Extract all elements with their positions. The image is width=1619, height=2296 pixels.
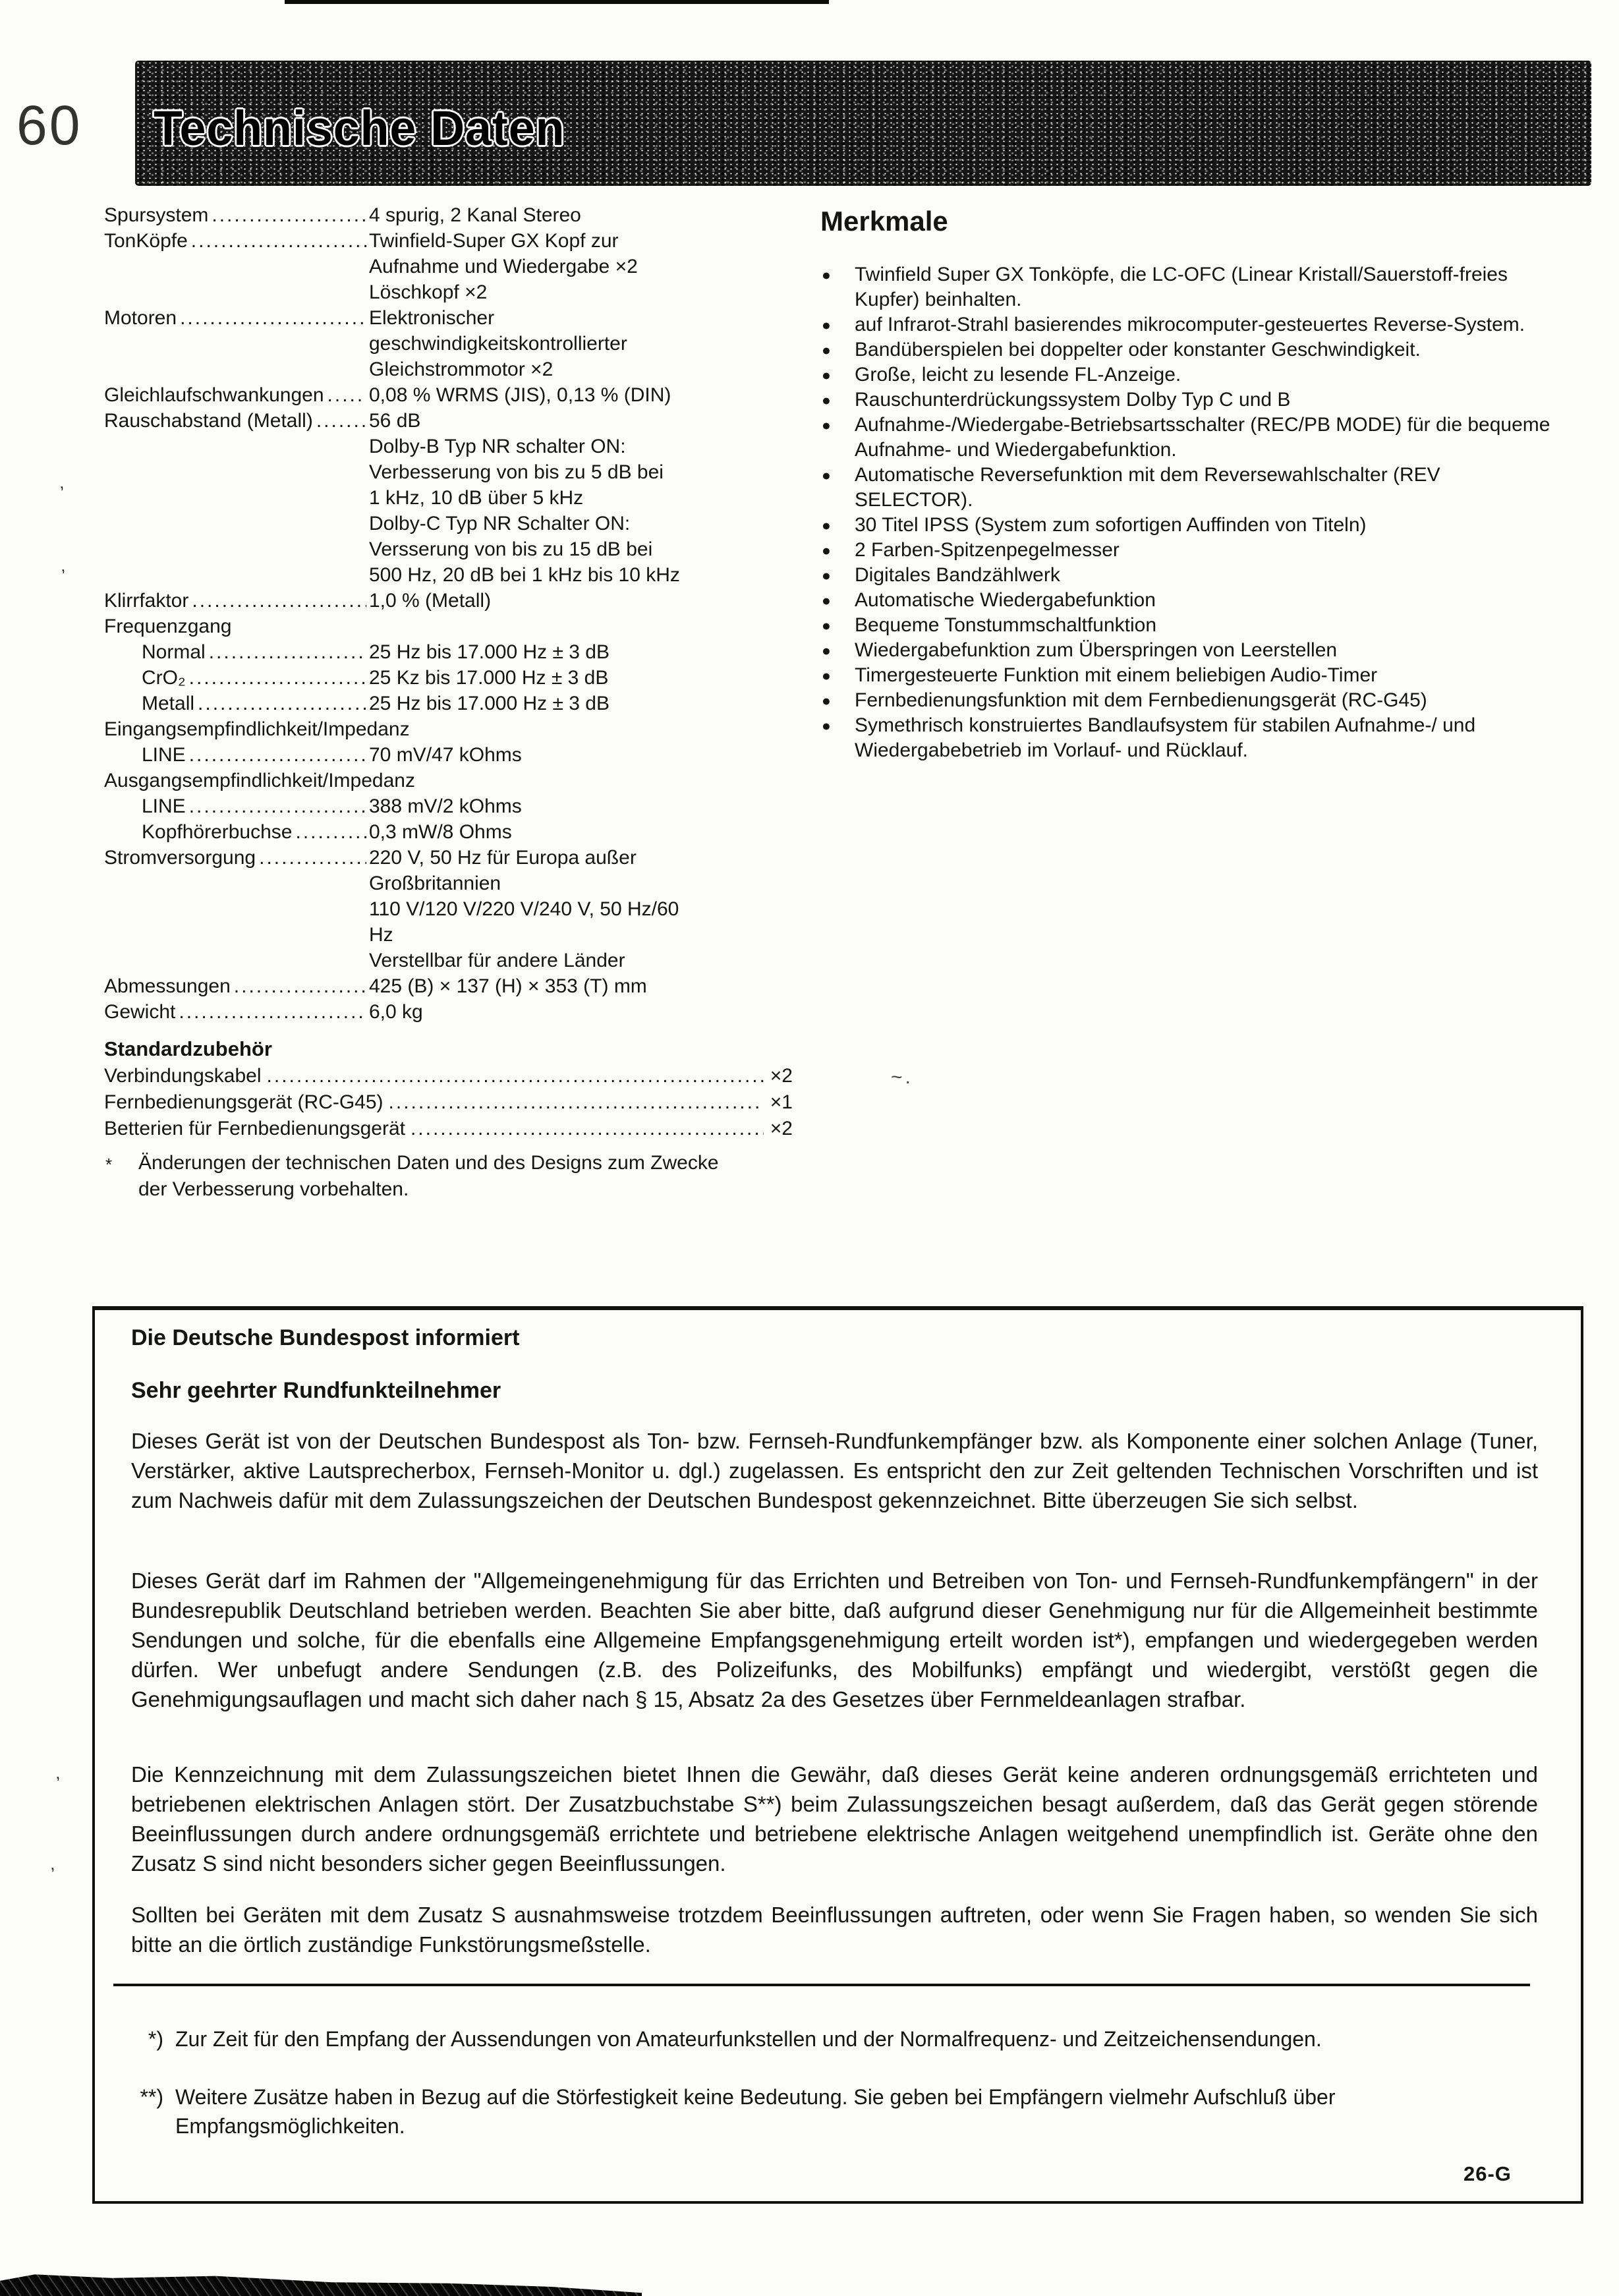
footnote (113, 2024, 1543, 2053)
spec-label-cell (104, 204, 366, 227)
feature-item (820, 713, 1558, 763)
bundespost-paragraph: Dieses Gerät darf im Rahmen der "Allgemeingenehmigung für das Errichten und Betreiben von Ton- und Fernseh-Rundfunkempfängern" in der Bundesrepublik Deutschland betrieben werden. Beachten Sie aber bitte, daß aufgrund dieser Genehmigung nur für die Allgemeinheit bestimmte Sendungen und solche, für die ebenfalls eine Allgemeine Empfangsgenehmigung erteilt worden ist*), empfangen und wiedergegeben werden dürfen. Wer unbefugt andere Sendungen (z.B. des Polizeifunks, des Mobilfunks) empfängt und wiedergibt, verstößt gegen die Genehmigungsauflagen und macht sich daher nach § 15, Absatz 2a des Gesetzes über Fernmeldeanlagen strafbar. (131, 1568, 1538, 1711)
spec-value: 56 dB (369, 410, 421, 432)
spec-row (104, 333, 737, 359)
feature-text: Wiedergabefunktion zum Überspringen von Leerstellen (855, 639, 1338, 661)
bundespost-paragraph: Dieses Gerät ist von der Deutschen Bundespost als Ton- bzw. Fernseh-Rundfunkempfänger bzw. als Komponente einer solchen Anlage (Tuner, Verstärker, aktive Lautsprecherbox, Fernseh-Monitor u. dgl.) zugelassen. Es entspricht den zur Zeit geltenden Technischen Vorschriften und ist zum Nachweis dafür mit dem Zulassungszeichen der Deutschen Bundespost gekennzeichnet. Bitte überzeugen Sie sich selbst. (131, 1429, 1538, 1512)
dot-leader (188, 590, 366, 612)
bullet-icon: ● (822, 467, 831, 484)
asterisk-marker: * (105, 1155, 113, 1174)
spec-row (104, 641, 737, 667)
spec-value: 0,08 % WRMS (JIS), 0,13 % (DIN) (369, 384, 671, 406)
spec-label: Kopfhörerbuchse (142, 821, 293, 843)
spec-row (104, 590, 737, 616)
spec-label: Eingangsempfindlichkeit/Impedanz (104, 718, 410, 740)
dot-leader (194, 693, 366, 714)
page-number: 60 (16, 94, 82, 156)
spec-label-cell (104, 307, 366, 330)
spec-value: 6,0 kg (369, 1001, 423, 1023)
feature-item (820, 337, 1558, 362)
spec-row (104, 950, 737, 975)
page-title: Technische Daten (154, 100, 565, 156)
scan-artifact: ’ (60, 565, 67, 586)
bullet-icon: ● (822, 416, 831, 434)
spec-row (104, 898, 737, 924)
spec-value: 4 spurig, 2 Kanal Stereo (369, 204, 581, 226)
spec-label-cell (104, 590, 366, 612)
dot-leader (188, 230, 366, 252)
spec-value: geschwindigkeitskontrollierter (369, 333, 627, 355)
spec-value: 25 Hz bis 17.000 Hz ± 3 dB (369, 641, 610, 663)
feature-item (820, 513, 1558, 538)
dot-leader (208, 204, 366, 226)
bundespost-title: Die Deutsche Bundespost informiert (131, 1325, 520, 1350)
disclaimer-text: Änderungen der technischen Daten und des Designs zum Zwecke der Verbesserung vorbehalten. (138, 1152, 719, 1200)
bullet-icon: ● (822, 717, 831, 734)
spec-value: Dolby-B Typ NR schalter ON: (369, 436, 626, 457)
dot-leader (411, 1118, 764, 1140)
dot-leader (206, 641, 366, 663)
dot-leader (186, 795, 366, 817)
spec-row (104, 281, 737, 307)
spec-row (104, 538, 737, 564)
feature-item (820, 613, 1558, 638)
accessory-label: Fernbedienungsgerät (RC-G45) (104, 1091, 383, 1113)
footnote-divider (113, 1984, 1530, 1986)
spec-row (104, 487, 737, 513)
feature-text: Bandüberspielen bei doppelter oder konstanter Geschwindigkeit. (855, 339, 1421, 360)
spec-label: LINE (142, 795, 186, 817)
spec-row (104, 795, 737, 821)
dot-leader (267, 1065, 764, 1087)
accessory-label: Verbindungskabel (104, 1065, 262, 1087)
feature-text: Digitales Bandzählwerk (855, 564, 1060, 586)
spec-row (104, 873, 737, 898)
bullet-icon: ● (822, 617, 831, 634)
feature-item (820, 387, 1558, 413)
feature-item (820, 563, 1558, 588)
spec-label: Abmessungen (104, 975, 231, 997)
spec-value: 500 Hz, 20 dB bei 1 kHz bis 10 kHz (369, 564, 680, 586)
accessory-row (104, 1091, 793, 1118)
spec-label: Motoren (104, 307, 177, 329)
features-list (820, 262, 1558, 763)
feature-item (820, 463, 1558, 513)
feature-item (820, 688, 1558, 713)
accessories-list (104, 1065, 793, 1144)
dot-leader (389, 1091, 764, 1114)
spec-label-cell (104, 975, 366, 998)
spec-value: 110 V/120 V/220 V/240 V, 50 Hz/60 (369, 898, 679, 920)
bullet-icon: ● (822, 316, 831, 333)
accessory-quantity: ×1 (770, 1091, 793, 1113)
feature-item (820, 413, 1558, 463)
spec-value: Aufnahme und Wiedergabe ×2 (369, 256, 638, 277)
accessories-section (104, 1037, 793, 1144)
accessory-row (104, 1065, 793, 1091)
spec-label: CrO₂ (142, 667, 186, 689)
feature-text: Automatische Reversefunktion mit dem Reversewahlschalter (REV SELECTOR). (855, 464, 1440, 511)
spec-label-cell (104, 410, 366, 432)
spec-row (104, 770, 737, 795)
spec-value: Elektronischer (369, 307, 495, 329)
spec-row (104, 616, 737, 641)
bundespost-box (92, 1306, 1583, 2204)
spec-row (104, 564, 737, 590)
feature-text: Twinfield Super GX Tonköpfe, die LC-OFC (Linear Kristall/Sauerstoff-freies Kupfer) beinhalten. (855, 264, 1508, 310)
feature-item (820, 262, 1558, 312)
spec-label: Rauschabstand (Metall) (104, 410, 313, 432)
feature-text: 2 Farben-Spitzenpegelmesser (855, 539, 1120, 561)
scan-artifact: ~. (891, 1066, 913, 1088)
spec-label: Spursystem (104, 204, 209, 226)
section-banner (135, 61, 1591, 186)
spec-value: 70 mV/47 kOhms (369, 744, 522, 766)
spec-value: Versserung von bis zu 15 dB bei (369, 538, 653, 560)
scan-artifact: ’ (49, 1863, 57, 1884)
feature-text: 30 Titel IPSS (System zum sofortigen Auffinden von Titeln) (855, 514, 1367, 536)
spec-value: Großbritannien (369, 873, 501, 894)
spec-row (104, 821, 737, 847)
bullet-icon: ● (822, 592, 831, 609)
spec-label: Gewicht (104, 1001, 176, 1023)
scan-artifact: ’ (55, 1772, 62, 1793)
spec-label: Frequenzgang (104, 616, 232, 637)
spec-value: Gleichstrommotor ×2 (369, 359, 554, 380)
spec-row (104, 359, 737, 384)
spec-label-cell (142, 744, 366, 766)
feature-text: Timergesteuerte Funktion mit einem beliebigen Audio-Timer (855, 664, 1378, 686)
scan-artifact-top-line (285, 0, 829, 4)
spec-value: 25 Hz bis 17.000 Hz ± 3 dB (369, 693, 610, 714)
spec-label-cell (142, 667, 366, 689)
bullet-icon: ● (822, 542, 831, 559)
features-title: Merkmale (820, 206, 948, 237)
spec-label-cell (104, 847, 366, 869)
spec-label-cell (142, 693, 366, 715)
spec-label: Normal (142, 641, 206, 663)
feature-item (820, 638, 1558, 663)
spec-label: Stromversorgung (104, 847, 256, 869)
spec-row (104, 256, 737, 281)
spec-row (104, 230, 737, 256)
footnote-marker: *) (148, 2027, 163, 2051)
feature-text: Bequeme Tonstummschaltfunktion (855, 614, 1157, 636)
spec-label-cell (104, 1001, 366, 1023)
document-code: 26-G (1463, 2162, 1512, 2185)
spec-row (104, 693, 737, 718)
spec-label: Klirrfaktor (104, 590, 189, 612)
spec-row (104, 461, 737, 487)
specs-table (104, 204, 737, 1027)
feature-item (820, 312, 1558, 337)
spec-label: Gleichlaufschwankungen (104, 384, 324, 406)
bullet-icon: ● (822, 341, 831, 359)
spec-label: TonKöpfe (104, 230, 188, 252)
accessories-title: Standardzubehör (104, 1037, 272, 1060)
footnote-marker: **) (140, 2085, 163, 2109)
bullet-icon: ● (822, 692, 831, 709)
spec-row (104, 718, 737, 744)
spec-row (104, 744, 737, 770)
spec-label: LINE (142, 744, 186, 766)
feature-item (820, 588, 1558, 613)
spec-label: Metall (142, 693, 195, 714)
dot-leader (231, 975, 366, 997)
spec-label-cell (104, 384, 366, 407)
spec-label-cell (142, 795, 366, 818)
feature-text: Aufnahme-/Wiedergabe-Betriebsartsschalter (REC/PB MODE) für die bequeme Aufnahme- und Wiedergabefunktion. (855, 414, 1550, 461)
accessory-row (104, 1118, 793, 1144)
spec-row (104, 436, 737, 461)
spec-value: 25 Kz bis 17.000 Hz ± 3 dB (369, 667, 609, 689)
feature-text: auf Infrarot-Strahl basierendes mikrocomputer-gesteuertes Reverse-System. (855, 314, 1525, 335)
spec-value: Löschkopf ×2 (369, 281, 488, 303)
spec-row (104, 513, 737, 538)
spec-row (104, 307, 737, 333)
spec-label-cell (104, 616, 231, 638)
spec-value: 1,0 % (Metall) (369, 590, 492, 612)
accessory-label: Betterien für Fernbedienungsgerät (104, 1118, 405, 1139)
accessory-quantity: ×2 (770, 1065, 793, 1087)
feature-text: Symethrisch konstruiertes Bandlaufsystem für stabilen Aufnahme-/ und Wiedergabebetrieb im Vorlauf- und Rücklauf. (855, 714, 1476, 761)
bundespost-paragraph: Sollten bei Geräten mit dem Zusatz S ausnahmsweise trotzdem Beeinflussungen auftreten, oder wenn Sie Fragen haben, so wenden Sie sich bitte an die örtlich zuständige Funkstörungsmeßstelle. (131, 1903, 1538, 1957)
dot-leader (186, 667, 366, 689)
spec-row (104, 1001, 737, 1027)
feature-item (820, 538, 1558, 563)
footnote-text: Weitere Zusätze haben in Bezug auf die Störfestigkeit keine Bedeutung. Sie geben bei Empfängern vielmehr Aufschluß über Empfangsmöglichkeiten. (175, 2085, 1336, 2138)
spec-value: 1 kHz, 10 dB über 5 kHz (369, 487, 584, 509)
bullet-icon: ● (822, 391, 831, 409)
spec-value: Twinfield-Super GX Kopf zur (369, 230, 619, 252)
feature-item (820, 362, 1558, 387)
spec-row (104, 847, 737, 873)
scan-artifact-bottom-strip (0, 2272, 642, 2296)
dot-leader (313, 410, 366, 432)
spec-row (104, 384, 737, 410)
spec-value: Verstellbar für andere Länder (369, 950, 625, 971)
spec-label: Ausgangsempfindlichkeit/Impedanz (104, 770, 415, 791)
footnote (113, 2082, 1543, 2140)
spec-disclaimer (105, 1150, 725, 1203)
bullet-icon: ● (822, 567, 831, 584)
dot-leader (324, 384, 366, 406)
spec-label-cell (104, 230, 366, 252)
bundespost-salutation: Sehr geehrter Rundfunkteilnehmer (131, 1378, 501, 1403)
spec-label-cell (142, 821, 366, 844)
spec-value: Hz (369, 924, 393, 946)
scan-artifact: ’ (59, 482, 66, 503)
spec-value: 388 mV/2 kOhms (369, 795, 522, 817)
bullet-icon: ● (822, 517, 831, 534)
dot-leader (177, 307, 366, 329)
bundespost-paragraph: Die Kennzeichnung mit dem Zulassungszeichen bietet Ihnen die Gewähr, daß dieses Gerät keine anderen ordnungsgemäß errichteten und betriebenen elektrischen Anlagen stört. Der Zusatzbuchstabe S**) beim Zulassungszeichen besagt außerdem, daß das Gerät gegen störende Beeinflussungen durch andere ordnungsgemäß errichtete und betriebene elektrische Anlagen weitgehend unempfindlich ist. Geräte ohne den Zusatz S sind nicht besonders sicher gegen Beeinflussungen. (131, 1762, 1538, 1876)
spec-row (104, 667, 737, 693)
dot-leader (186, 744, 366, 766)
spec-label-cell (142, 641, 366, 664)
bullet-icon: ● (822, 642, 831, 659)
bullet-icon: ● (822, 366, 831, 384)
spec-value: Verbesserung von bis zu 5 dB bei (369, 461, 664, 483)
dot-leader (256, 847, 366, 869)
dot-leader (293, 821, 367, 843)
bullet-icon: ● (822, 266, 831, 283)
accessory-quantity: ×2 (770, 1118, 793, 1139)
features-section (820, 206, 1558, 763)
spec-row (104, 410, 737, 436)
feature-text: Automatische Wiedergabefunktion (855, 589, 1156, 611)
bullet-icon: ● (822, 667, 831, 684)
spec-value: 425 (B) × 137 (H) × 353 (T) mm (369, 975, 647, 997)
spec-row (104, 924, 737, 950)
feature-item (820, 663, 1558, 688)
spec-row (104, 975, 737, 1001)
spec-label-cell (104, 770, 415, 792)
dot-leader (175, 1001, 366, 1023)
spec-row (104, 204, 737, 230)
feature-text: Große, leicht zu lesende FL-Anzeige. (855, 364, 1181, 386)
spec-value: 0,3 mW/8 Ohms (369, 821, 512, 843)
spec-value: 220 V, 50 Hz für Europa außer (369, 847, 637, 869)
feature-text: Fernbedienungsfunktion mit dem Fernbedienungsgerät (RC-G45) (855, 689, 1427, 711)
spec-label-cell (104, 718, 410, 741)
spec-value: Dolby-C Typ NR Schalter ON: (369, 513, 631, 534)
feature-text: Rauschunterdrückungssystem Dolby Typ C und B (855, 389, 1291, 411)
footnote-text: Zur Zeit für den Empfang der Aussendungen von Amateurfunkstellen und der Normalfrequenz- und Zeitzeichensendungen. (175, 2027, 1322, 2051)
